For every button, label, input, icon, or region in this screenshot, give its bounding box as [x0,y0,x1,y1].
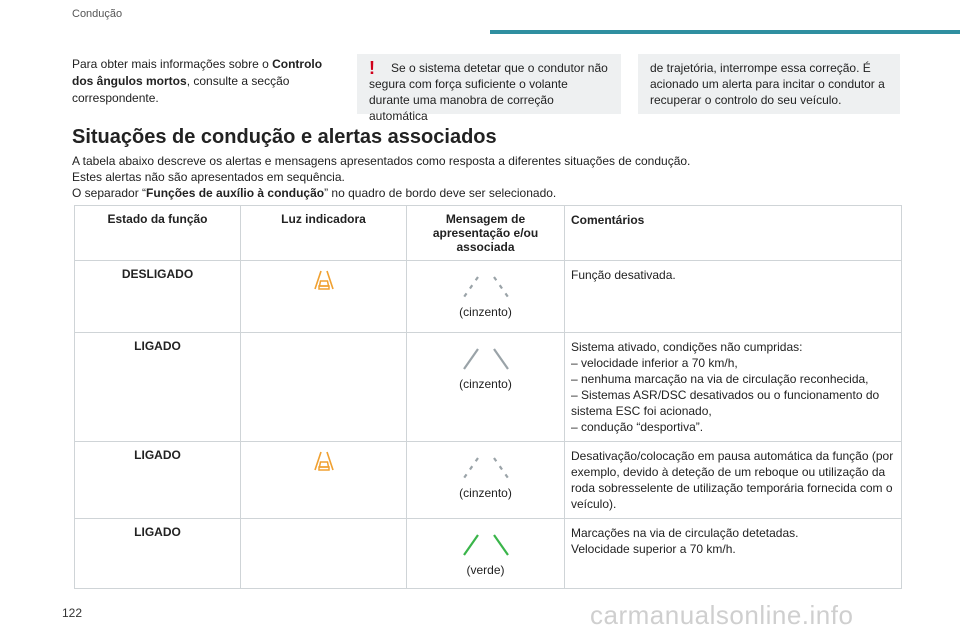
function-state-cell: DESLIGADO [75,261,241,333]
intro-bold-text: Funções de auxílio à condução [146,186,325,200]
watermark: carmanualsonline.info [590,600,854,630]
comments-cell [565,442,902,519]
lane-assist-warning-icon [312,450,336,474]
intro-paragraph [72,56,334,107]
comment-line: Sistema ativado, condições não cumpridas: [571,340,803,354]
lane-marking-icon [456,271,516,301]
column-header-comments: Comentários [565,206,902,261]
message-cell [407,333,565,442]
warning-text: Se o sistema detetar que o condutor não segura com força suficiente o volante durante uma manobra de correção automática [369,61,608,123]
table-header-row [75,206,902,261]
comment-line: – nenhuma marcação na via de circulação reconhecida, [571,372,869,386]
comment-line: Função desativada. [571,268,676,282]
comment-line: – velocidade inferior a 70 km/h, [571,356,738,370]
intro-line [72,185,690,201]
column-header-light: Luz indicadora [241,206,407,261]
color-caption: (verde) [466,563,505,577]
paragraph-text: , consulte a secção correspondente. [72,74,290,105]
comment-line: – Sistemas ASR/DSC desativados ou o funcionamento do sistema ESC foi acionado, [571,388,880,418]
table-row [75,442,902,519]
comment-line: Velocidade superior a 70 km/h. [571,542,736,556]
alerts-table [74,205,902,589]
comment-line: Marcações na via de circulação detetadas. [571,526,799,540]
lane-marking-icon [456,452,516,482]
table-row [75,333,902,442]
color-caption: (cinzento) [459,305,512,319]
intro-text: O separador “ [72,186,147,200]
indicator-light-cell [241,261,407,333]
message-cell [407,261,565,333]
intro-line: Estes alertas não são apresentados em sequência. [72,170,345,184]
lane-marking-icon [456,343,516,373]
indicator-light-cell [241,333,407,442]
indicator-light-cell [241,519,407,589]
function-state-cell: LIGADO [75,333,241,442]
function-state-cell: LIGADO [75,442,241,519]
intro-text: ” no quadro de bordo deve ser selecionado. [324,186,557,200]
lane-assist-warning-icon [312,269,336,293]
warning-icon: ! [369,58,375,78]
message-cell [407,442,565,519]
page-number: 122 [62,606,83,620]
section-title: Situações de condução e alertas associados [72,126,497,148]
section-intro [72,153,690,201]
column-header-state: Estado da função [75,206,241,261]
comments-cell [565,519,902,589]
comments-cell [565,333,902,442]
table-row [75,519,902,589]
comment-line: Desativação/colocação em pausa automática da função (por exemplo, devido à deteção de um reboque ou utilização da roda sobresselente de utilização temporária fornecida com o veículo). [571,449,894,511]
message-cell [407,519,565,589]
comment-line: – condução “desportiva”. [571,420,704,434]
color-caption: (cinzento) [459,377,512,391]
color-caption: (cinzento) [459,486,512,500]
table-row [75,261,902,333]
comments-cell [565,261,902,333]
warning-callout [357,54,621,123]
warning-callout-continued [638,54,900,114]
indicator-light-cell [241,442,407,519]
paragraph-text: Para obter mais informações sobre o [72,57,273,71]
running-header: Condução [72,8,123,20]
function-state-cell: LIGADO [75,519,241,589]
column-header-message: Mensagem de apresentação e/ou associada [407,206,565,261]
paragraph-bold-text: Controlo dos ângulos mortos [72,57,323,88]
header-accent-bar [490,30,960,34]
intro-line: A tabela abaixo descreve os alertas e mensagens apresentados como resposta a diferentes situações de condução. [72,154,691,168]
lane-marking-icon [456,529,516,559]
warning-text-continued: de trajetória, interrompe essa correção. É acionado um alerta para incitar o condutor a recuperar o controlo do seu veículo. [650,61,885,107]
